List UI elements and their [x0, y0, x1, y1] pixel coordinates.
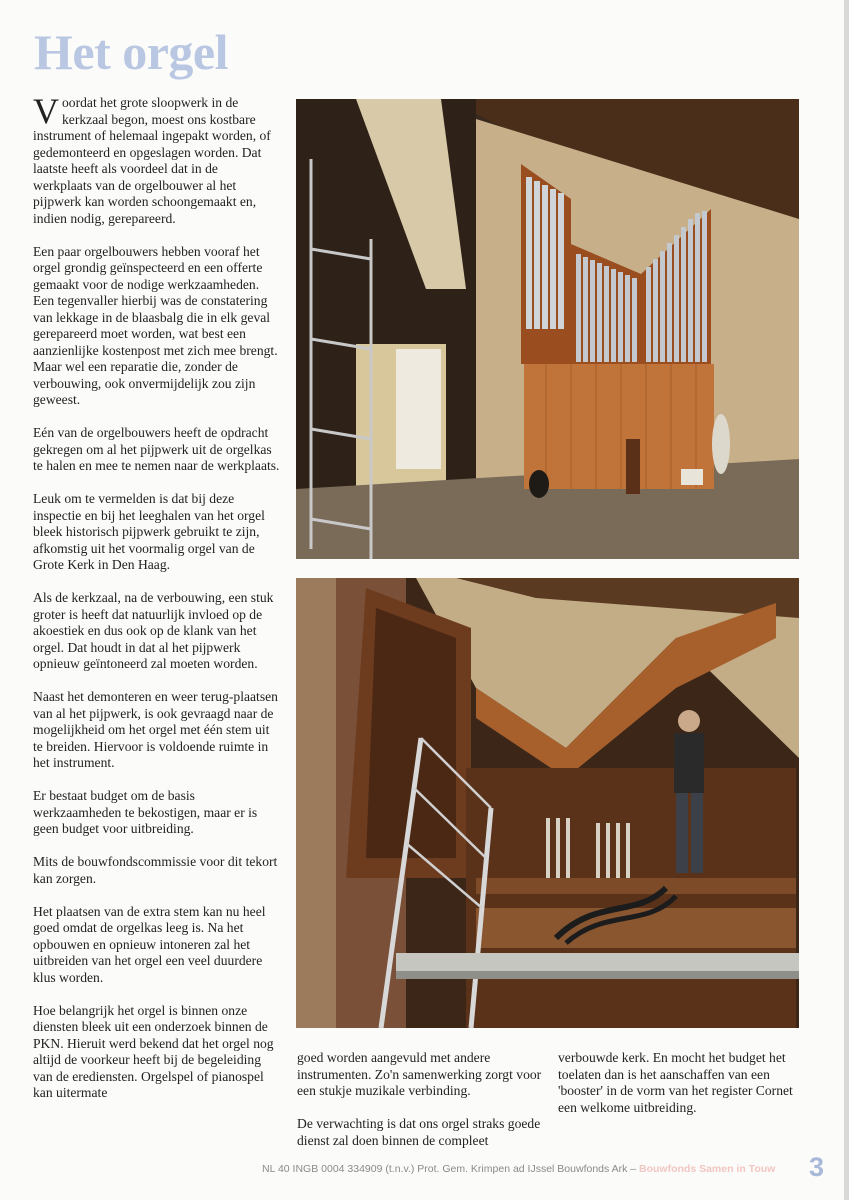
page-footer	[262, 1163, 775, 1175]
paragraph-1-text: oordat het grote sloopwerk in de kerkzaal begon, moest ons kostbare instrument of helemaal ingepakt worden, of gedemonteerd en opgeslagen worden. Dat laatste heeft als voordeel dat in de werkplaats van de orgelbouwer al het pijpwerk kan worden schoongemaakt en, indien nodig, gerepareerd.	[33, 95, 271, 226]
text-column-2	[297, 1050, 542, 1149]
footer-campaign: Bouwfonds Samen in Touw	[639, 1163, 776, 1175]
paragraph-13: verbouwde kerk. En mocht het budget het toelaten dan is het aanschaffen van een 'booster' in de vorm van het register Cornet een welkome uitbreiding.	[558, 1050, 793, 1115]
paragraph-12: De verwachting is dat ons orgel straks goede dienst zal doen binnen de compleet	[297, 1116, 541, 1148]
paragraph-11: goed worden aangevuld met andere instrumenten. Zo'n samenwerking zorgt voor een stukje muzikale verbinding.	[297, 1050, 542, 1098]
paragraph-3: Eén van de orgelbouwers heeft de opdracht gekregen om al het pijpwerk uit de orgelkas te halen en mee te nemen naar de werkplaats.	[33, 425, 280, 473]
paragraph-2: Een paar orgelbouwers hebben vooraf het orgel grondig geïnspecteerd en een offerte gemaakt voor de nodige werkzaamheden. Een tegenvaller hierbij was de constatering van lekkage in de blaasbalg die in elk geval gerepareerd moet worden, wat best een aanzienlijke kostenpost met zich mee brengt. Maar wel een reparatie die, zonder de verbouwing, ook onvermijdelijk zou zijn geweest.	[33, 243, 278, 407]
paragraph-4: Leuk om te vermelden is dat bij deze inspectie en bij het leeghalen van het orgel bleek historisch pijpwerk gebruikt te zijn, afkomstig uit het voormalig orgel van de Grote Kerk in Den Haag.	[33, 491, 265, 572]
paragraph-9: Het plaatsen van de extra stem kan nu heel goed omdat de orgelkas leeg is. Na het opbouwen en opnieuw intoneren zal het uitbreiden van het orgel een veel duurdere klus worden.	[33, 903, 266, 985]
page-title: Het orgel	[34, 24, 229, 80]
drop-cap: V	[33, 91, 59, 131]
text-column-1	[33, 91, 280, 1102]
paragraph-7: Er bestaat budget om de basis werkzaamheden te bekostigen, maar er is geen budget voor uitbreiding.	[33, 788, 258, 836]
footer-bank-info: NL 40 INGB 0004 334909 (t.n.v.) Prot. Gem. Krimpen ad IJssel Bouwfonds Ark –	[262, 1163, 640, 1175]
paragraph-10: Hoe belangrijk het orgel is binnen onze diensten bleek uit een onderzoek binnen de PKN. Hieruit werd bekend dat het orgel nog altijd de voorkeur heeft bij de begeleiding van de erediensten. Orgelspel of pianospel kan uitermate	[33, 1002, 274, 1100]
paragraph-5: Als de kerkzaal, na de verbouwing, een stuk groter is heeft dat natuurlijk invloed op de akoestiek en dus ook op de klank van het orgel. Dat houdt in dat al het pijpwerk opnieuw geïntoneerd zal moeten worden.	[33, 590, 274, 671]
organ-photo-before	[296, 99, 799, 559]
text-column-3	[558, 1050, 798, 1116]
organ-photo-empty-case	[296, 578, 799, 1028]
page-number: 3	[809, 1152, 825, 1182]
paragraph-8: Mits de bouwfondscommissie voor dit tekort kan zorgen.	[33, 854, 278, 886]
paragraph-6: Naast het demonteren en weer terug-plaatsen van al het pijpwerk, is ook gevraagd naar de mogelijkheid om het orgel met één stem uit te breiden. Hiervoor is voldoende ruimte in het instrument.	[33, 689, 278, 770]
page-edge	[844, 0, 849, 1200]
paragraph-1	[33, 91, 280, 227]
